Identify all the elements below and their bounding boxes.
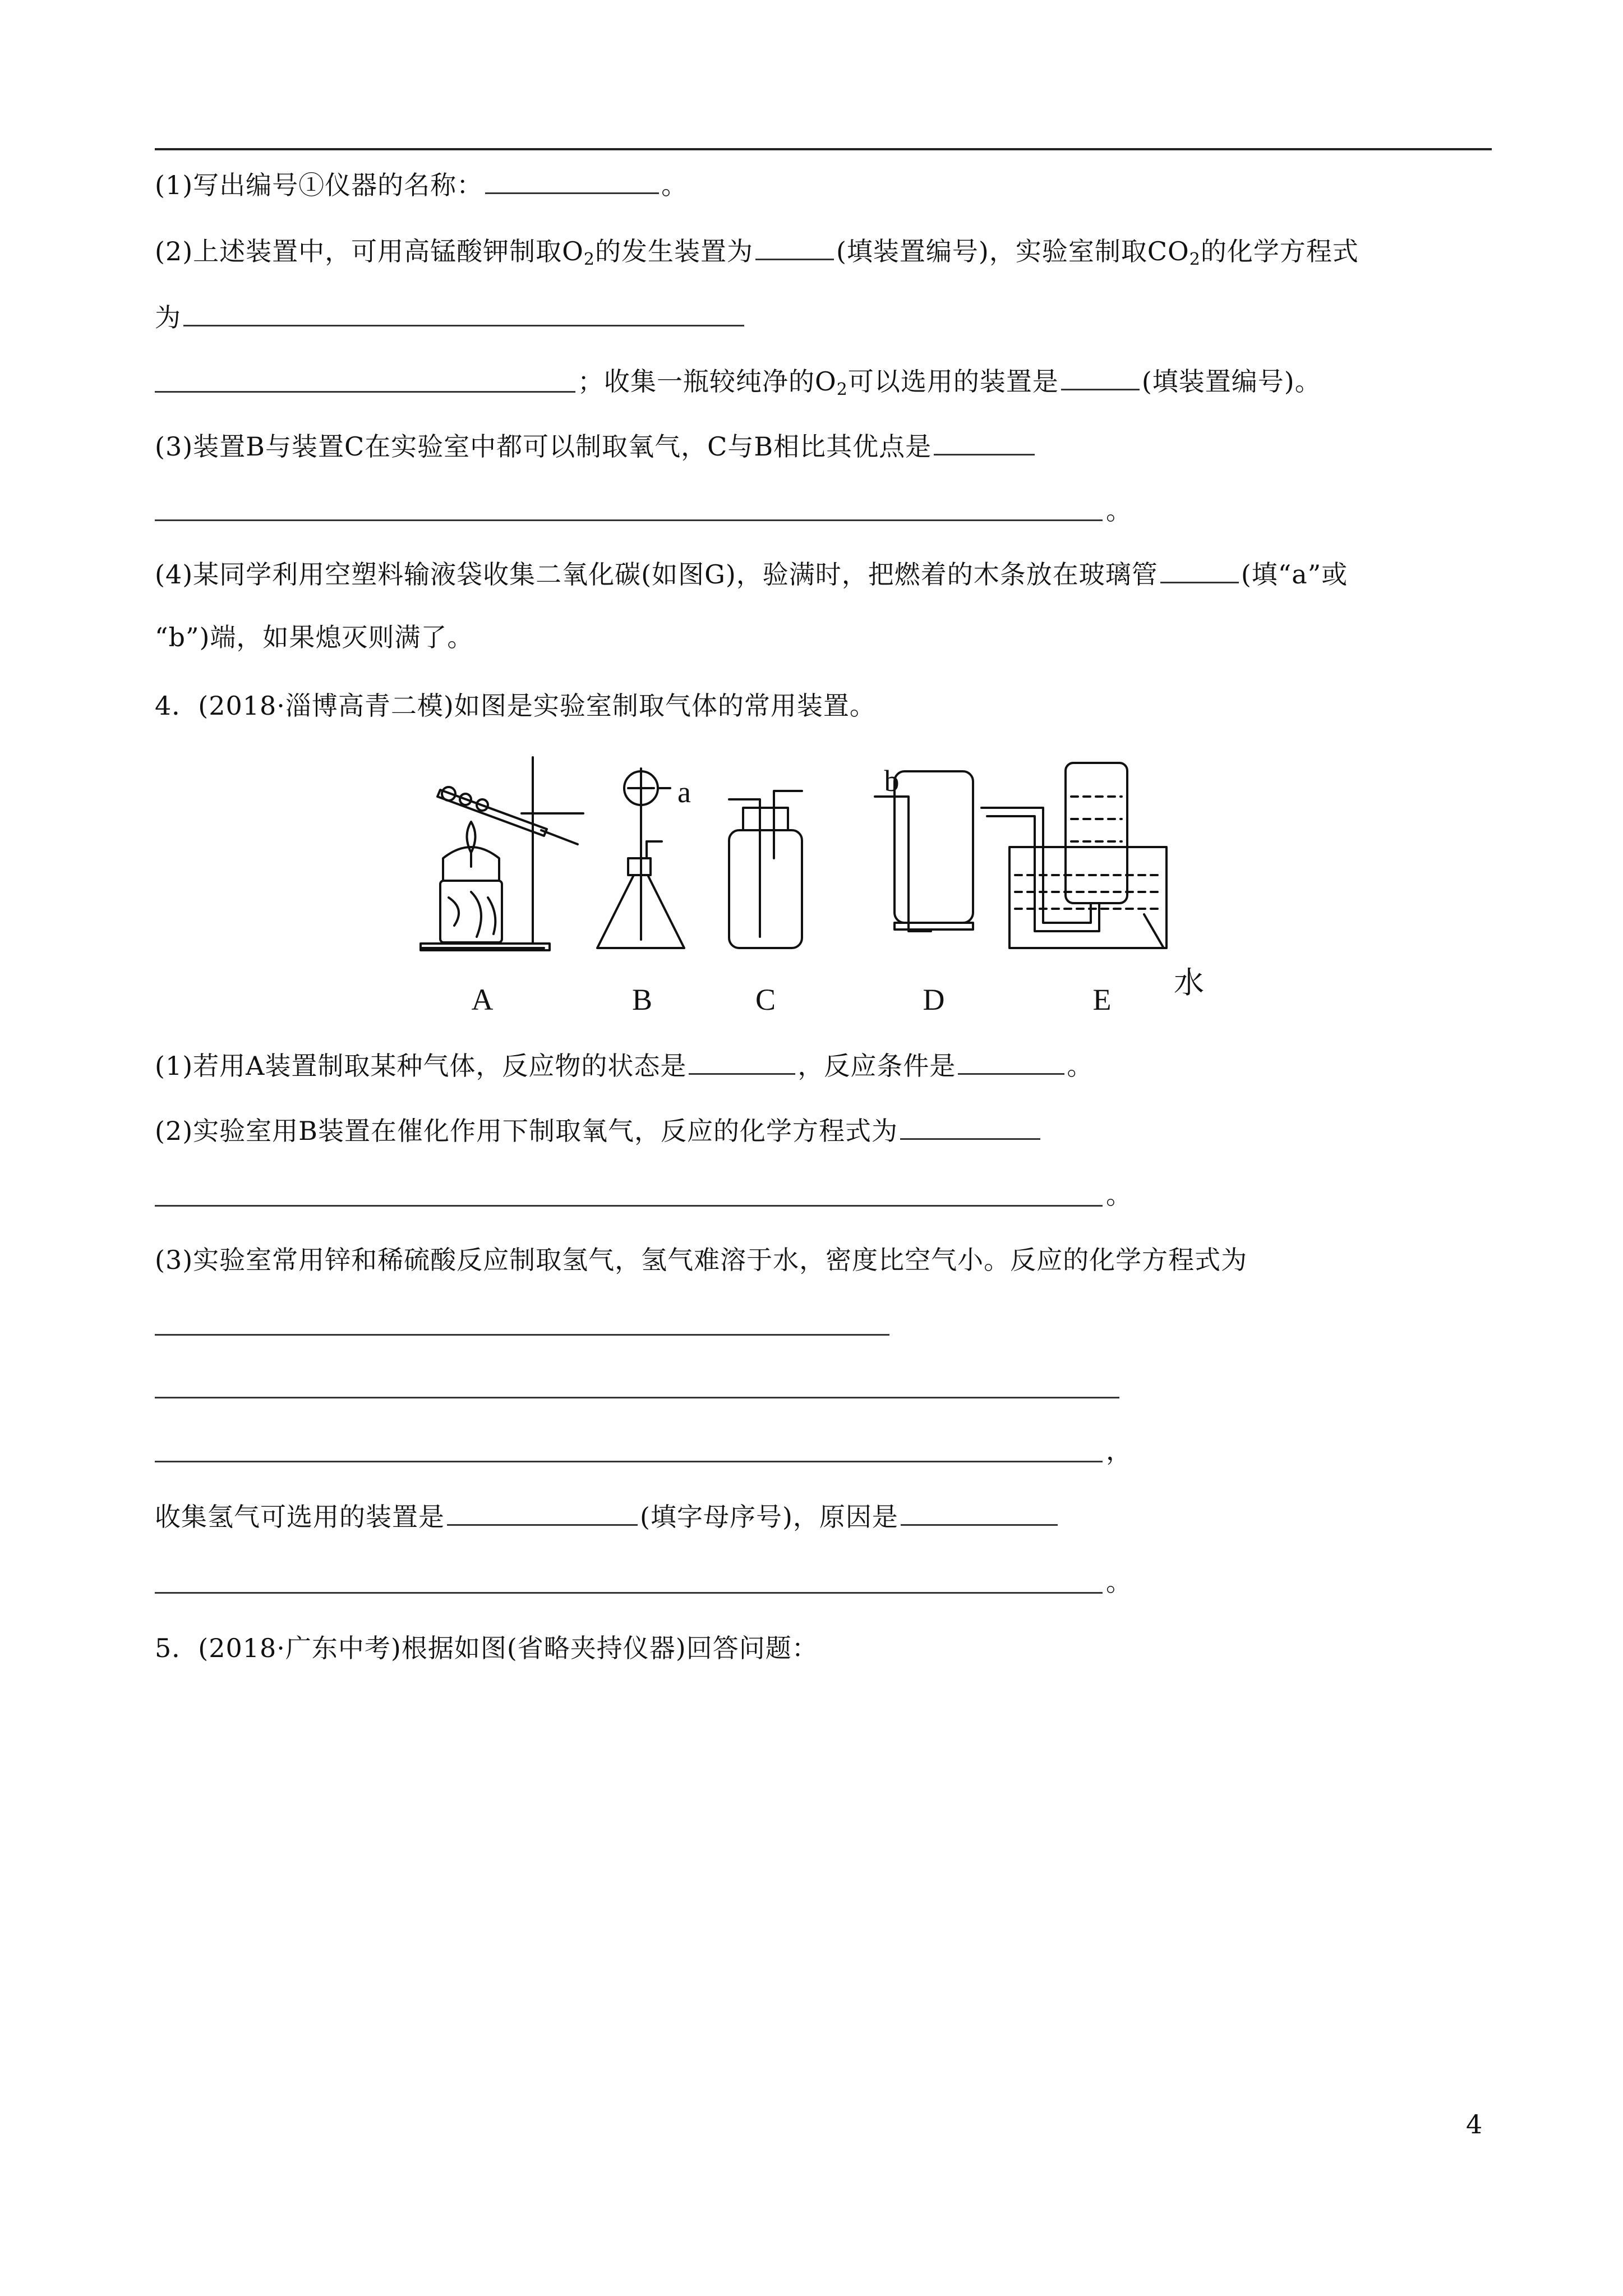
mark-b: b [884, 764, 900, 798]
apparatus-c [729, 791, 802, 948]
apparatus-a [421, 757, 583, 950]
q3-part2-wei: 为 [155, 301, 746, 334]
answer-blank[interactable] [958, 1053, 1064, 1075]
q3-part3: (3)装置B与装置C在实验室中都可以制取氧气，C与B相比其优点是 [155, 430, 1037, 463]
q3-part4: (4)某同学利用空塑料输液袋收集二氧化碳(如图G)，验满时，把燃着的木条放在玻璃管 (填“a”或 [155, 559, 1348, 590]
answer-line[interactable] [155, 1592, 1103, 1594]
answer-blank[interactable] [183, 305, 744, 326]
apparatus-b [597, 769, 684, 948]
q3-part2b: ；收集一瓶较纯净的$O_2$可以选用的装置是 (填装置编号)。 [578, 366, 1321, 399]
q3-part1: (1)写出编号①仪器的名称： 。 [155, 170, 688, 200]
answer-line[interactable] [155, 1205, 1103, 1207]
figure-label-a: A [471, 983, 494, 1016]
answer-line[interactable] [155, 1397, 1119, 1398]
q4-title: 4．(2018·淄博高青二模)如图是实验室制取气体的常用装置。 [155, 691, 876, 721]
answer-line[interactable] [155, 391, 575, 393]
apparatus-figure [415, 746, 1234, 1038]
q3-part1-text: (1)写出编号①仪器的名称： [155, 170, 483, 200]
q4-part2: (2)实验室用B装置在催化作用下制取氧气，反应的化学方程式为 [155, 1114, 1043, 1148]
figure-label-c: C [755, 983, 776, 1016]
answer-blank[interactable] [934, 434, 1035, 455]
figure-label-d: D [923, 983, 945, 1016]
answer-blank[interactable] [689, 1053, 795, 1075]
figure-label-b: B [631, 983, 653, 1016]
water-label: 水 [1174, 966, 1204, 1000]
answer-blank[interactable] [901, 1504, 1058, 1526]
q3-part4-line2: “b”)端，如果熄灭则满了。 [155, 622, 474, 652]
answer-blank[interactable] [485, 172, 659, 194]
q5-title: 5．(2018·广东中考)根据如图(省略夹持仪器)回答问题： [155, 1633, 818, 1663]
answer-blank[interactable] [900, 1118, 1040, 1140]
apparatus-e [981, 763, 1166, 948]
q4-part1: (1)若用A装置制取某种气体，反应物的状态是 ，反应条件是 。 [155, 1051, 1094, 1081]
q4-part3: (3)实验室常用锌和稀硫酸反应制取氢气，氢气难溶于水，密度比空气小。反应的化学方程式为 [155, 1245, 1248, 1275]
mark-a: a [677, 775, 691, 809]
answer-blank[interactable] [1061, 369, 1140, 390]
page-number: 4 [1466, 2109, 1483, 2139]
header-rule [155, 148, 1492, 150]
answer-blank[interactable] [1160, 562, 1239, 583]
answer-line[interactable] [155, 519, 1103, 521]
answer-blank[interactable] [755, 238, 834, 260]
answer-blank[interactable] [447, 1504, 638, 1526]
figure-label-e: E [1092, 983, 1112, 1016]
answer-line[interactable] [155, 1334, 889, 1336]
q3-part2: (2)上述装置中，可用高锰酸钾制取$O_2$的发生装置为 (填装置编号)，实验室制取$CO_2$的化学方程式 [155, 236, 1359, 269]
q4-part3b: 收集氢气可选用的装置是 (填字母序号)，原因是 [155, 1500, 1060, 1534]
answer-line[interactable] [155, 1461, 1103, 1462]
